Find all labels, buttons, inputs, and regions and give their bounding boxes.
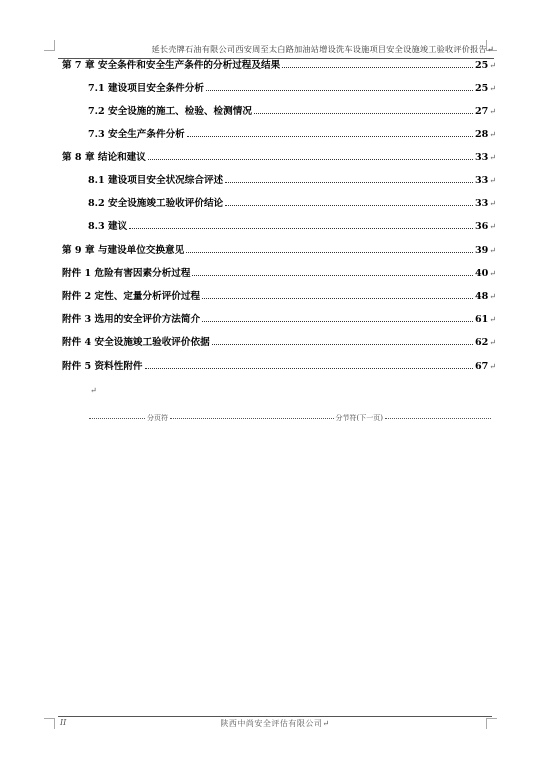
toc-dot-leader <box>212 343 473 345</box>
paragraph-mark: ↵ <box>489 84 496 93</box>
toc-entry-title: 附件 4 安全设施竣工验收评价依据 <box>62 337 210 348</box>
crop-mark-bottom-left <box>44 718 55 729</box>
break-line-right <box>385 417 491 419</box>
section-break <box>88 412 492 424</box>
empty-paragraph-mark: ↵ <box>90 386 97 395</box>
toc-entry-title: 附件 3 选用的安全评价方法简介 <box>62 314 201 325</box>
paragraph-mark: ↵ <box>489 246 496 255</box>
paragraph-mark: ↵ <box>489 199 496 208</box>
paragraph-mark: ↵ <box>489 61 496 70</box>
toc-entry-title: 第 9 章 与建设单位交换意见 <box>62 245 185 256</box>
toc-entry[interactable] <box>62 266 496 282</box>
toc-entry-page: 25 <box>474 60 489 71</box>
toc-entry-title: 第 7 章 安全条件和安全生产条件的分析过程及结果 <box>62 60 281 71</box>
toc-entry-title: 附件 1 危险有害因素分析过程 <box>62 268 191 279</box>
toc-entry[interactable] <box>62 335 496 351</box>
toc-dot-leader <box>225 181 473 183</box>
toc-dot-leader <box>145 367 473 369</box>
toc-entry[interactable] <box>88 81 496 97</box>
paragraph-mark: ↵ <box>489 153 496 162</box>
toc-entry-title: 第 8 章 结论和建议 <box>62 152 146 163</box>
toc-dot-leader <box>202 320 473 322</box>
page-footer <box>58 716 492 731</box>
paragraph-mark: ↵ <box>489 176 496 185</box>
toc-entry-page: 39 <box>474 245 489 256</box>
footer-company-name: 陕西中尚安全评估有限公司↵ <box>220 719 330 728</box>
crop-mark-top-left <box>44 40 55 51</box>
toc-entry[interactable] <box>62 150 496 166</box>
toc-dot-leader <box>129 227 473 229</box>
toc-entry-title: 7.1 建设项目安全条件分析 <box>88 83 204 94</box>
toc-dot-leader <box>282 66 473 68</box>
paragraph-mark: ↵ <box>489 292 496 301</box>
toc-entry-title: 8.1 建设项目安全状况综合评述 <box>88 175 224 186</box>
paragraph-mark: ↵ <box>489 315 496 324</box>
page-break-label: 分页符 <box>147 414 168 422</box>
toc-dot-leader <box>202 297 473 299</box>
toc-entry-page: 27 <box>474 106 489 117</box>
toc-entry[interactable] <box>62 243 496 259</box>
toc-entry[interactable] <box>88 173 496 189</box>
toc-entry[interactable] <box>88 196 496 212</box>
toc-entry[interactable] <box>62 359 496 375</box>
toc-dot-leader <box>206 89 473 91</box>
toc-entry[interactable] <box>62 312 496 328</box>
toc-dot-leader <box>148 158 473 160</box>
toc-entry-page: 33 <box>474 198 489 209</box>
toc-entry-page: 33 <box>474 175 489 186</box>
toc-entry-title: 附件 5 资料性附件 <box>62 361 143 372</box>
toc-entry-title: 7.3 安全生产条件分析 <box>88 129 185 140</box>
toc-dot-leader <box>225 204 473 206</box>
toc-entry-title: 8.2 安全设施竣工验收评价结论 <box>88 198 224 209</box>
toc-entry-title: 附件 2 定性、定量分析评价过程 <box>62 291 201 302</box>
toc-entry-title: 8.3 建议 <box>88 221 128 232</box>
toc-entry-page: 62 <box>474 337 489 348</box>
toc-entry-page: 61 <box>474 314 489 325</box>
toc-entry[interactable] <box>62 289 496 305</box>
toc-entry-page: 33 <box>474 152 489 163</box>
toc-entry-page: 48 <box>474 291 489 302</box>
section-break-label: 分节符(下一页) <box>335 414 383 422</box>
toc-entry-page: 25 <box>474 83 489 94</box>
toc-entry-page: 67 <box>474 361 489 372</box>
toc-entry[interactable] <box>88 104 496 120</box>
paragraph-mark: ↵ <box>489 222 496 231</box>
toc-entry[interactable] <box>88 219 496 235</box>
toc-dot-leader <box>254 112 473 114</box>
toc-dot-leader <box>187 135 473 137</box>
paragraph-mark: ↵ <box>489 269 496 278</box>
toc-dot-leader <box>186 251 473 253</box>
toc-entry-page: 40 <box>474 268 489 279</box>
toc-entry-page: 28 <box>474 129 489 140</box>
break-line-middle <box>170 417 334 419</box>
paragraph-mark: ↵ <box>489 362 496 371</box>
toc-dot-leader <box>192 274 472 276</box>
footer-page-number: II <box>60 718 67 727</box>
break-line-left <box>89 417 145 419</box>
paragraph-mark: ↵ <box>489 338 496 347</box>
toc-entry-page: 36 <box>474 221 489 232</box>
paragraph-mark: ↵ <box>489 130 496 139</box>
paragraph-mark: ↵ <box>489 107 496 116</box>
toc-entry[interactable] <box>62 58 496 74</box>
toc-entry-title: 7.2 安全设施的施工、检验、检测情况 <box>88 106 252 117</box>
page-header: 延长壳牌石油有限公司西安周至太白路加油站增设洗车设施项目安全设施竣工验收评价报告↵ <box>58 40 494 59</box>
toc-entry[interactable] <box>88 127 496 143</box>
